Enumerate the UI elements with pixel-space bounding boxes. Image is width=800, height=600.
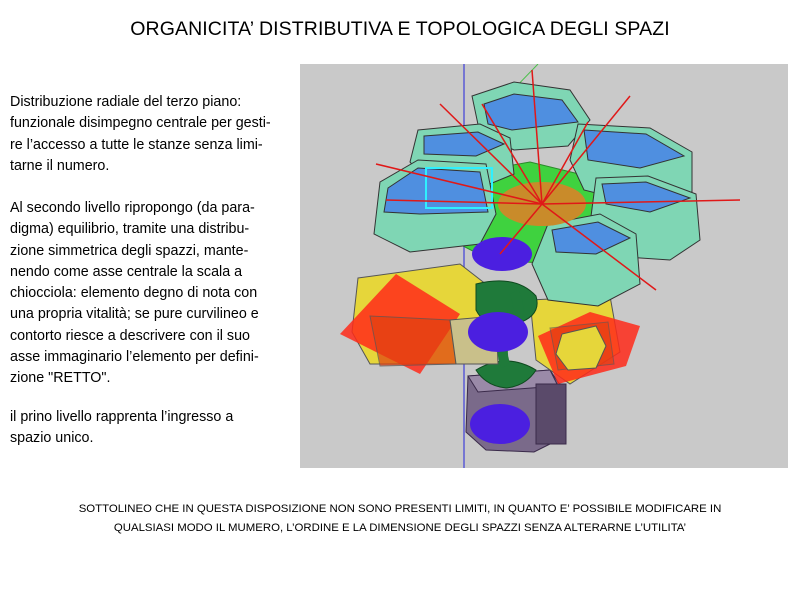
text-line: tarne il numero.	[10, 157, 110, 174]
description-paragraph-2	[10, 198, 300, 390]
text-line: asse immaginario l’elemento per defini-	[10, 349, 259, 366]
text-line: re l’accesso a tutte le stanze senza limi-	[10, 136, 263, 153]
text-line: QUALSIASI MODO IL MUMERO, L’ORDINE E LA DIMENSIONE DEGLI SPAZZI SENZA ALTERARNE L’UTILITA’	[113, 521, 687, 534]
text-line: zione simmetrica degli spazzi, mante-	[10, 242, 249, 259]
stair-disc-level-3	[472, 237, 532, 271]
text-line: chiocciola: elemento degno di nota con	[10, 285, 258, 302]
text-line: nendo come asse centrale la scala a	[10, 263, 243, 280]
page-title: ORGANICITA’ DISTRIBUTIVA E TOPOLOGICA DEGLI SPAZI	[130, 18, 670, 40]
description-paragraph-1	[10, 92, 300, 177]
footer-note	[10, 500, 790, 537]
text-line: SOTTOLINEO CHE IN QUESTA DISPOSIZIONE NON SONO PRESENTI LIMITI, IN QUANTO E’ POSSIBILE MODIFICARE IN	[78, 503, 722, 515]
stair-disc-level-1	[470, 404, 530, 444]
text-line: spazio unico.	[10, 430, 94, 447]
text-line: zione "RETTO".	[10, 370, 111, 387]
description-paragraph-3	[10, 407, 300, 450]
text-line: digma) equilibrio, tramite una distribu-	[10, 221, 250, 238]
text-line: una propria vitalità; se pure curvilineo e	[10, 306, 259, 323]
text-line: funzionale disimpegno centrale per gesti-	[10, 115, 271, 132]
stair-disc-level-2	[468, 312, 528, 352]
level-1-entrance	[466, 361, 566, 452]
room-bottom-right	[532, 214, 640, 306]
room-left	[374, 160, 496, 252]
architectural-3d-model	[300, 64, 788, 468]
text-line: Al secondo livello ripropongo (da para-	[10, 200, 255, 216]
text-line: contorto riesce a descrivere con il suo	[10, 327, 250, 344]
text-line: Distribuzione radiale del terzo piano:	[10, 94, 242, 110]
text-line: il prino livello rapprenta l’ingresso a	[10, 409, 234, 425]
model-drawing	[300, 64, 788, 468]
